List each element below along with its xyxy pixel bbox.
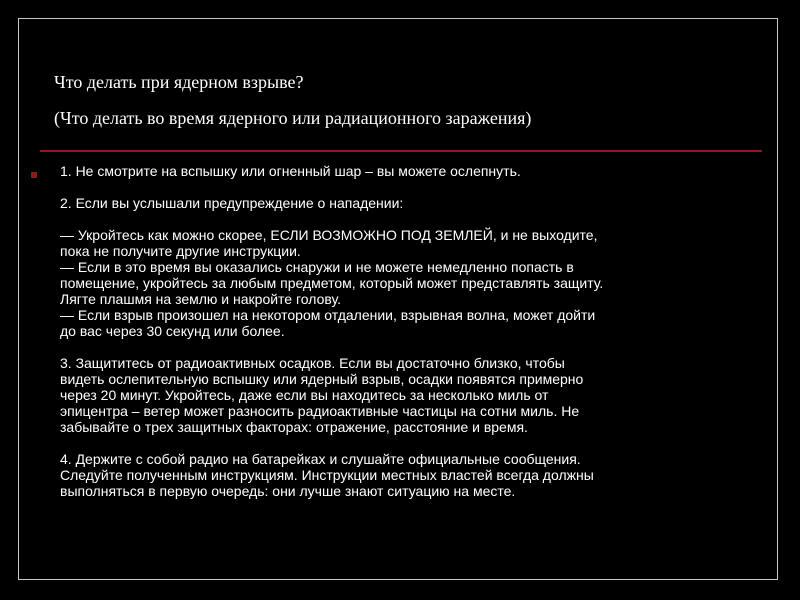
title-divider (40, 150, 762, 152)
instruction-item-3 (60, 355, 760, 435)
fallout-line-4: эпицентра – ветер может разносить радиоактивные частицы на сотни миль. Не (60, 403, 580, 419)
fallout-line-3: через 20 минут. Укройтесь, даже если вы находитесь за несколько миль от (60, 387, 549, 403)
radio-line-1: 4. Держите с собой радио на батарейках и слушайте официальные сообщения. (60, 451, 581, 467)
step-shelter-line-2: пока не получите другие инструкции. (60, 243, 301, 259)
step-blastwave-line-2: до вас через 30 секунд или более. (60, 323, 285, 339)
step-blastwave-line-1: — Если взрыв произошел на некотором отдалении, взрывная волна, может дойти (60, 307, 596, 323)
slide-title: Что делать при ядерном взрыве? (54, 72, 304, 92)
title-block (54, 70, 754, 130)
square-bullet-icon (31, 172, 37, 178)
slide-subtitle: (Что делать во время ядерного или радиационного заражения) (54, 108, 532, 128)
fallout-line-1: 3. Защититесь от радиоактивных осадков. Если вы достаточно близко, чтобы (60, 355, 565, 371)
instruction-item-1: 1. Не смотрите на вспышку или огненный шар – вы можете ослепнуть. (60, 163, 521, 179)
step-outside-line-1: — Если в это время вы оказались снаружи и не можете немедленно попасть в (60, 259, 574, 275)
step-outside-line-2: помещение, укройтесь за любым предметом, который может представлять защиту. (60, 275, 604, 291)
fallout-line-5: забывайте о трех защитных факторах: отражение, расстояние и время. (60, 419, 528, 435)
step-outside-line-3: Лягте плашмя на землю и накройте голову. (60, 291, 341, 307)
attack-warning-steps (60, 227, 760, 339)
fallout-line-2: видеть ослепительную вспышку или ядерный взрыв, осадки появятся примерно (60, 371, 584, 387)
instructions-body (60, 163, 760, 499)
step-shelter-line-1: — Укройтесь как можно скорее, ЕСЛИ ВОЗМОЖНО ПОД ЗЕМЛЕЙ, и не выходите, (60, 227, 598, 243)
instruction-item-4 (60, 451, 760, 499)
radio-line-3: выполняться в первую очередь: они лучше знают ситуацию на месте. (60, 483, 516, 499)
instruction-item-2: 2. Если вы услышали предупреждение о нападении: (60, 195, 404, 211)
radio-line-2: Следуйте полученным инструкциям. Инструкции местных властей всегда должны (60, 467, 594, 483)
